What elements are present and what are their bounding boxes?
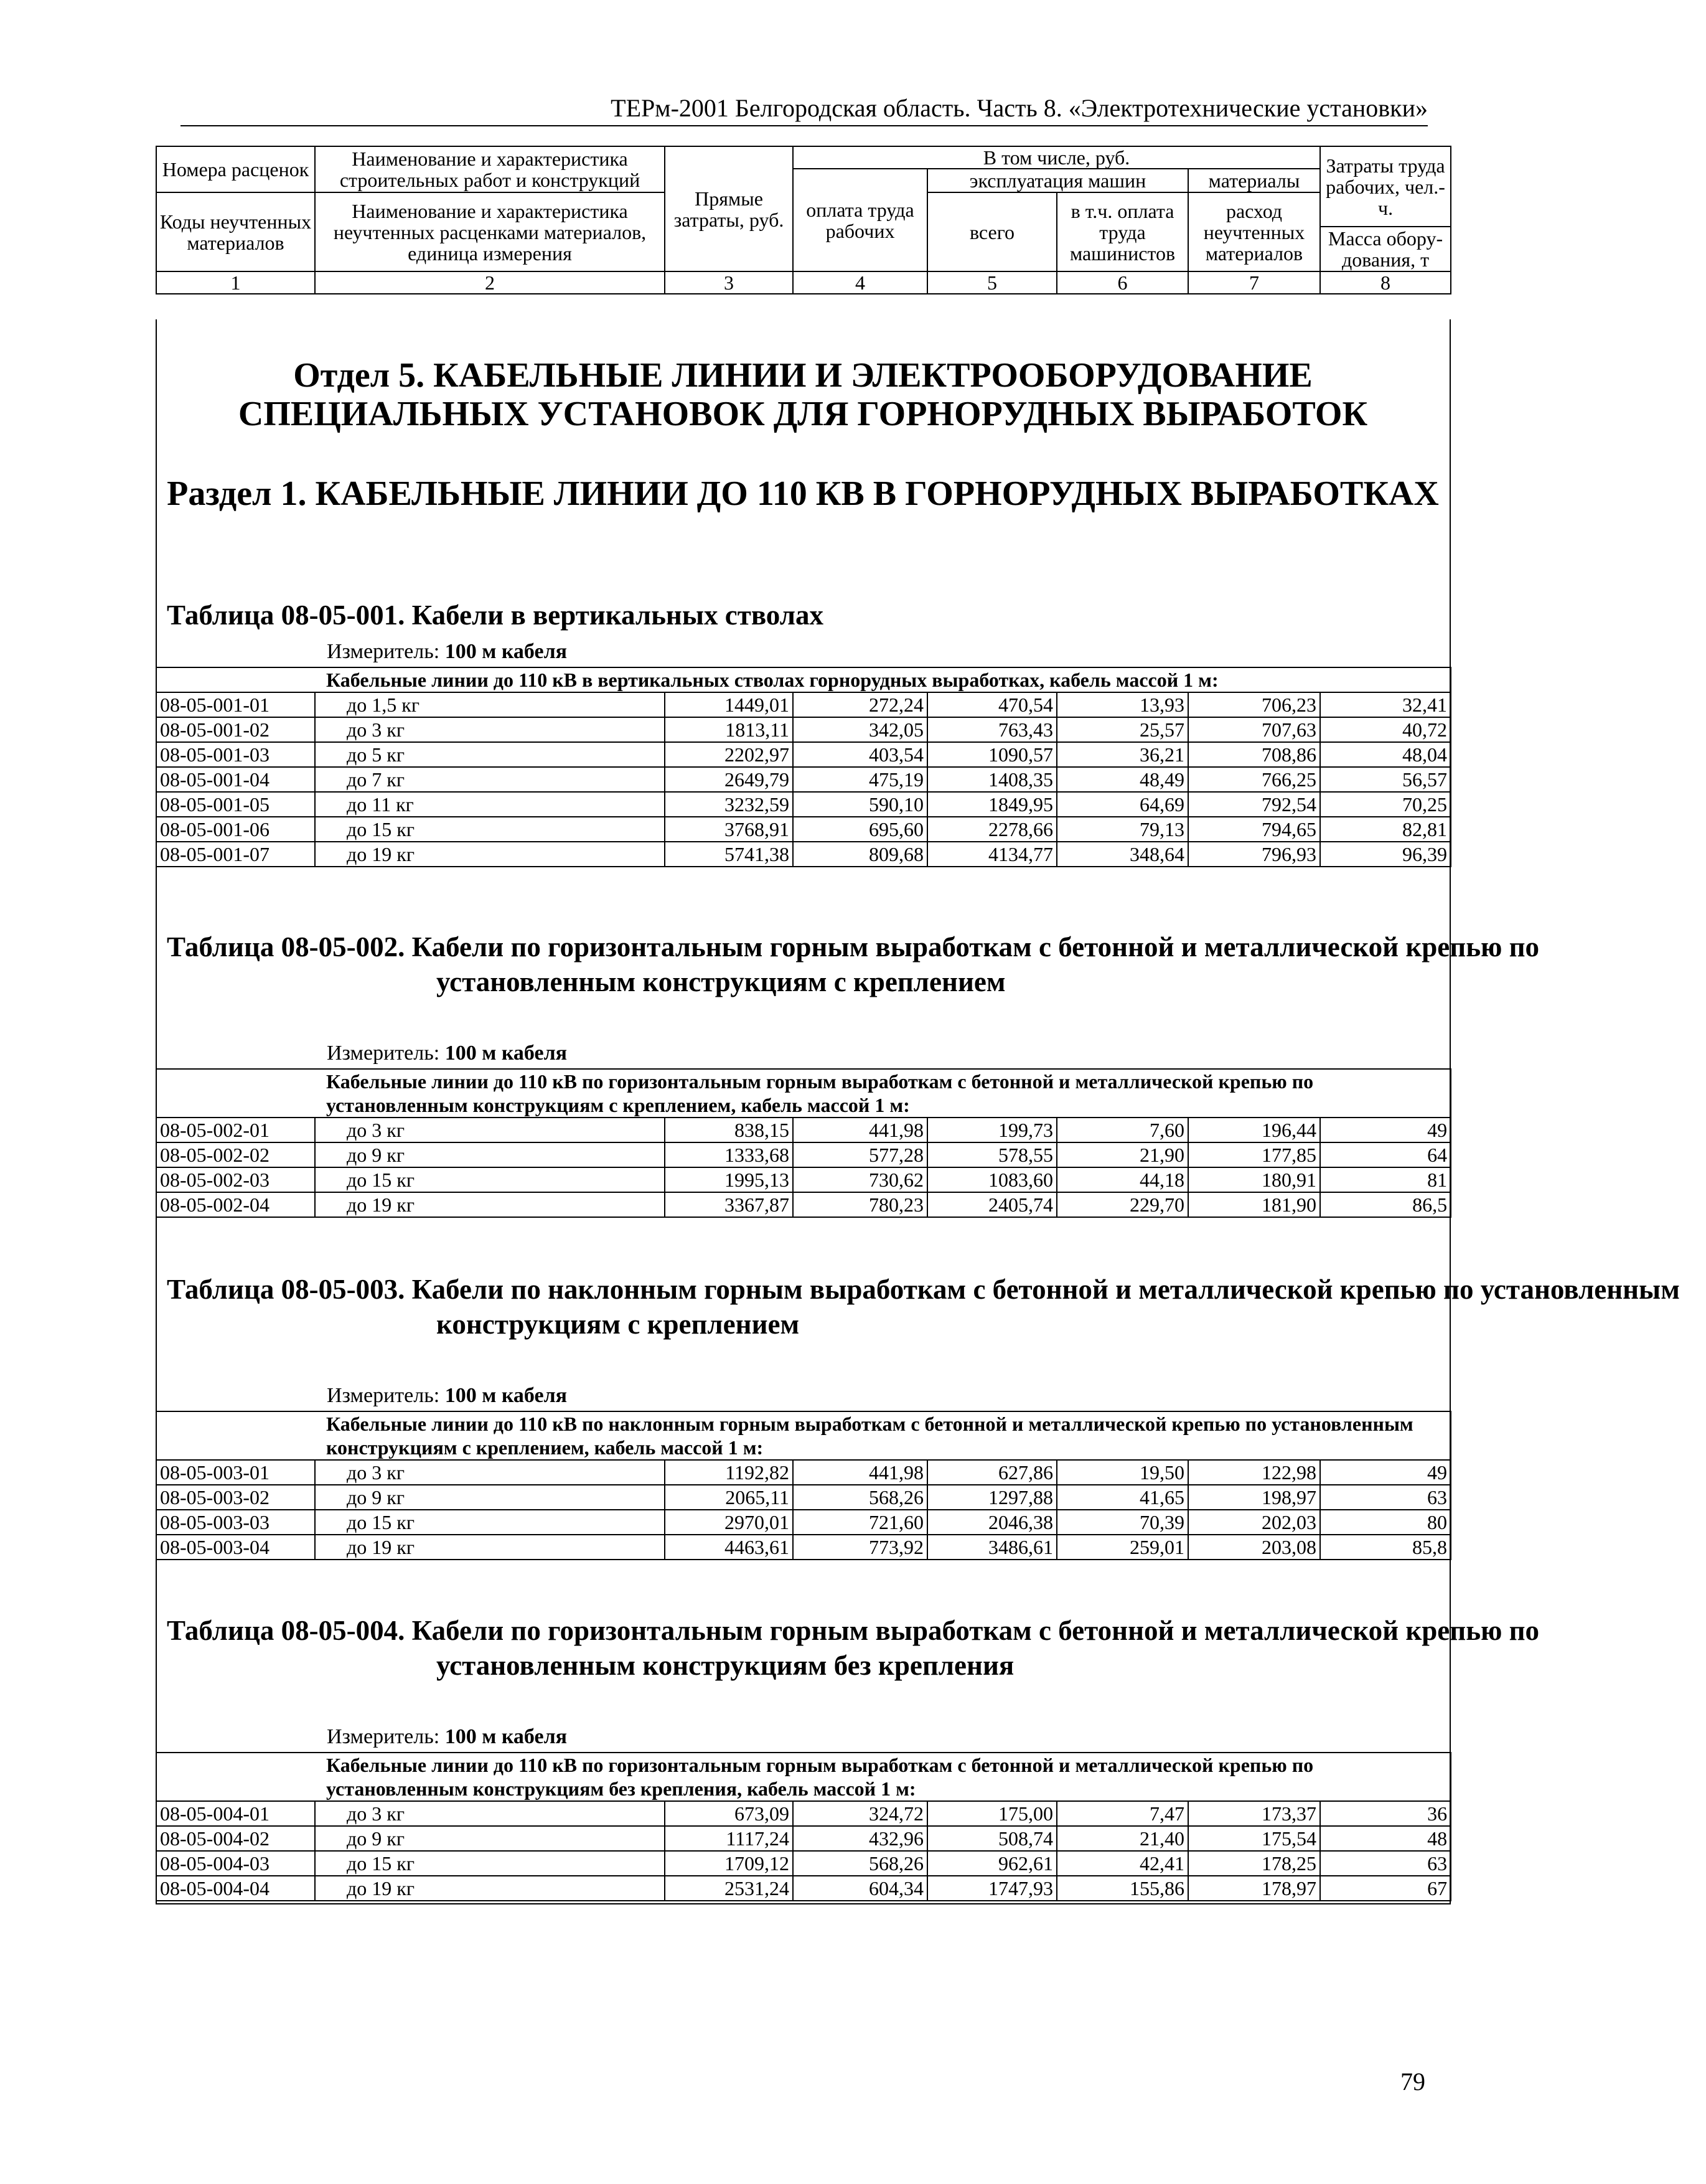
meter-label: Измеритель:: [327, 640, 440, 663]
cost-value: 1117,24: [665, 1826, 793, 1851]
cost-value: 82,81: [1320, 817, 1451, 842]
cost-value: 604,34: [793, 1876, 927, 1901]
cost-value: 2970,01: [665, 1510, 793, 1535]
cost-value: 203,08: [1188, 1535, 1320, 1560]
table-title: [167, 1272, 1706, 1342]
meter-value: 100 м кабеля: [444, 640, 568, 663]
cost-value: 578,55: [927, 1142, 1057, 1167]
cable-mass: до 1,5 кг: [315, 692, 665, 717]
cost-value: 348,64: [1057, 842, 1188, 867]
cost-value: 7,47: [1057, 1801, 1188, 1826]
rate-code: 08-05-003-04: [156, 1535, 315, 1560]
cable-mass: до 15 кг: [315, 817, 665, 842]
cost-value: 2202,97: [665, 742, 793, 767]
cost-value: 627,86: [927, 1460, 1057, 1485]
table-row: [156, 1510, 1451, 1535]
rate-code: 08-05-003-01: [156, 1460, 315, 1485]
rate-code: 08-05-001-02: [156, 717, 315, 742]
cost-value: 19,50: [1057, 1460, 1188, 1485]
cost-value: 25,57: [1057, 717, 1188, 742]
column-number: 8: [1320, 271, 1451, 294]
header-machine-total: всего: [927, 192, 1057, 271]
cost-value: 2405,74: [927, 1192, 1057, 1217]
cost-value: 2649,79: [665, 767, 793, 792]
rates-table: [156, 1411, 1451, 1560]
cost-value: 175,00: [927, 1801, 1057, 1826]
cost-value: 48,04: [1320, 742, 1451, 767]
cost-value: 838,15: [665, 1118, 793, 1142]
cost-value: 766,25: [1188, 767, 1320, 792]
table-row: [156, 1142, 1451, 1167]
cost-value: 81: [1320, 1167, 1451, 1192]
cable-mass: до 15 кг: [315, 1510, 665, 1535]
cost-value: 175,54: [1188, 1826, 1320, 1851]
cost-value: 1408,35: [927, 767, 1057, 792]
cost-value: 36: [1320, 1801, 1451, 1826]
table-number: Таблица 08-05-004.: [167, 1615, 405, 1646]
cable-mass: до 9 кг: [315, 1142, 665, 1167]
cost-value: 48: [1320, 1826, 1451, 1851]
cost-value: 21,40: [1057, 1826, 1188, 1851]
header-material-names: Наименование и характеристика неучтенных расценками материалов, единица измерения: [315, 192, 665, 271]
rate-code: 08-05-002-01: [156, 1118, 315, 1142]
table-meter: [327, 639, 567, 664]
cost-value: 568,26: [793, 1485, 927, 1510]
cost-value: 155,86: [1057, 1876, 1188, 1901]
rate-code: 08-05-004-01: [156, 1801, 315, 1826]
cost-value: 962,61: [927, 1851, 1057, 1876]
rate-code: 08-05-004-03: [156, 1851, 315, 1876]
meter-label: Измеритель:: [327, 1384, 440, 1407]
table-row: [156, 842, 1451, 867]
header-material-codes: Коды неучтенных материалов: [156, 192, 315, 271]
header-unaccounted-materials: расход неучтенных материалов: [1188, 192, 1320, 271]
rate-code: 08-05-003-02: [156, 1485, 315, 1510]
header-machine-operation: эксплуатация машин: [927, 169, 1188, 192]
cost-value: 122,98: [1188, 1460, 1320, 1485]
rate-code: 08-05-001-04: [156, 767, 315, 792]
column-header-table: [156, 146, 1451, 294]
cost-value: 324,72: [793, 1801, 927, 1826]
header-rate-numbers: Номера расценок: [156, 146, 315, 192]
rate-code: 08-05-004-02: [156, 1826, 315, 1851]
cost-value: 773,92: [793, 1535, 927, 1560]
cost-value: 796,93: [1188, 842, 1320, 867]
table-row: [156, 817, 1451, 842]
table-name: Кабели по наклонным горным выработкам с бетонной и металлической крепью по установленным конструкциям с креплением: [411, 1274, 1680, 1340]
cost-value: 1192,82: [665, 1460, 793, 1485]
cost-value: 70,39: [1057, 1510, 1188, 1535]
table-number: Таблица 08-05-002.: [167, 931, 405, 963]
header-rule: [180, 125, 1428, 126]
cost-value: 96,39: [1320, 842, 1451, 867]
cost-value: 707,63: [1188, 717, 1320, 742]
cost-value: 809,68: [793, 842, 927, 867]
cost-value: 79,13: [1057, 817, 1188, 842]
cost-value: 780,23: [793, 1192, 927, 1217]
cost-value: 41,65: [1057, 1485, 1188, 1510]
cost-value: 730,62: [793, 1167, 927, 1192]
table-row: [156, 792, 1451, 817]
meter-value: 100 м кабеля: [444, 1042, 568, 1065]
running-header: ТЕРм-2001 Белгородская область. Часть 8. «Электротехнические установки»: [611, 94, 1428, 122]
meter-label: Измеритель:: [327, 1042, 440, 1065]
cost-value: 13,93: [1057, 692, 1188, 717]
table-row: [156, 1118, 1451, 1142]
cost-value: 202,03: [1188, 1510, 1320, 1535]
table-row: [156, 1851, 1451, 1876]
header-work-name: Наименование и характеристика строительных работ и конструкций: [315, 146, 665, 192]
cost-value: 70,25: [1320, 792, 1451, 817]
cost-value: 2065,11: [665, 1485, 793, 1510]
header-labor-costs: Затраты труда рабочих, чел.-ч.: [1320, 146, 1451, 227]
cost-value: 1747,93: [927, 1876, 1057, 1901]
cost-value: 63: [1320, 1851, 1451, 1876]
cost-value: 56,57: [1320, 767, 1451, 792]
cost-value: 196,44: [1188, 1118, 1320, 1142]
cost-value: 1333,68: [665, 1142, 793, 1167]
header-direct-costs: Прямые затраты, руб.: [665, 146, 793, 271]
table-row: [156, 1485, 1451, 1510]
header-including: В том числе, руб.: [793, 146, 1320, 169]
rate-code: 08-05-001-06: [156, 817, 315, 842]
cost-value: 673,09: [665, 1801, 793, 1826]
cost-value: 178,97: [1188, 1876, 1320, 1901]
cost-value: 1083,60: [927, 1167, 1057, 1192]
cost-value: 63: [1320, 1485, 1451, 1510]
cost-value: 4463,61: [665, 1535, 793, 1560]
rate-code: 08-05-001-05: [156, 792, 315, 817]
table-title: [167, 598, 1437, 633]
cost-value: 44,18: [1057, 1167, 1188, 1192]
cable-mass: до 3 кг: [315, 717, 665, 742]
cost-value: 178,25: [1188, 1851, 1320, 1876]
column-number: 3: [665, 271, 793, 294]
table-number: Таблица 08-05-003.: [167, 1274, 405, 1305]
cost-value: 40,72: [1320, 717, 1451, 742]
cost-value: 475,19: [793, 767, 927, 792]
cost-value: 708,86: [1188, 742, 1320, 767]
cost-value: 67: [1320, 1876, 1451, 1901]
cost-value: 199,73: [927, 1118, 1057, 1142]
cost-value: 403,54: [793, 742, 927, 767]
cost-value: 1090,57: [927, 742, 1057, 767]
cost-value: 2531,24: [665, 1876, 793, 1901]
cost-value: 1709,12: [665, 1851, 793, 1876]
cable-mass: до 9 кг: [315, 1485, 665, 1510]
cost-value: 470,54: [927, 692, 1057, 717]
rates-table: [156, 1068, 1451, 1218]
header-equipment-mass: Масса обору-дования, т: [1320, 227, 1451, 271]
table-row: [156, 767, 1451, 792]
table-name: Кабели по горизонтальным горным выработкам с бетонной и металлической крепью по установленным конструкциям с креплением: [411, 931, 1540, 997]
cost-value: 86,5: [1320, 1192, 1451, 1217]
cost-value: 229,70: [1057, 1192, 1188, 1217]
cost-value: 7,60: [1057, 1118, 1188, 1142]
cost-value: 36,21: [1057, 742, 1188, 767]
column-number: 2: [315, 271, 665, 294]
table-row: [156, 1460, 1451, 1485]
cable-mass: до 11 кг: [315, 792, 665, 817]
rate-code: 08-05-004-04: [156, 1876, 315, 1901]
header-machinist-wages: в т.ч. оплата труда машинистов: [1057, 192, 1188, 271]
table-title: [167, 1613, 1706, 1683]
cost-value: 342,05: [793, 717, 927, 742]
cost-value: 441,98: [793, 1118, 927, 1142]
cost-value: 180,91: [1188, 1167, 1320, 1192]
cost-value: 792,54: [1188, 792, 1320, 817]
cost-value: 1297,88: [927, 1485, 1057, 1510]
cable-mass: до 3 кг: [315, 1801, 665, 1826]
cable-mass: до 7 кг: [315, 767, 665, 792]
table-caption: Кабельные линии до 110 кВ в вертикальных стволах горнорудных выработках, кабель массой 1 м:: [156, 667, 1451, 692]
header-worker-wages: оплата труда рабочих: [793, 169, 927, 271]
meter-label: Измеритель:: [327, 1725, 440, 1748]
cost-value: 4134,77: [927, 842, 1057, 867]
cost-value: 706,23: [1188, 692, 1320, 717]
cable-mass: до 19 кг: [315, 842, 665, 867]
cost-value: 259,01: [1057, 1535, 1188, 1560]
rates-table: [156, 1752, 1451, 1901]
cost-value: 198,97: [1188, 1485, 1320, 1510]
cost-value: 794,65: [1188, 817, 1320, 842]
table-meter: [327, 1041, 567, 1066]
cost-value: 177,85: [1188, 1142, 1320, 1167]
cost-value: 1849,95: [927, 792, 1057, 817]
cost-value: 2278,66: [927, 817, 1057, 842]
cost-value: 590,10: [793, 792, 927, 817]
department-title: Отдел 5. КАБЕЛЬНЫЕ ЛИНИИ И ЭЛЕКТРООБОРУДОВАНИЕ СПЕЦИАЛЬНЫХ УСТАНОВОК ДЛЯ ГОРНОРУДНЫХ ВЫРАБОТОК: [238, 356, 1368, 433]
column-number: 7: [1188, 271, 1320, 294]
cable-mass: до 9 кг: [315, 1826, 665, 1851]
cost-value: 3768,91: [665, 817, 793, 842]
rate-code: 08-05-001-07: [156, 842, 315, 867]
column-number: 6: [1057, 271, 1188, 294]
cost-value: 49: [1320, 1118, 1451, 1142]
table-caption: Кабельные линии до 110 кВ по наклонным горным выработкам с бетонной и металлической крепью по установленным конструкциям с креплением, кабель массой 1 м:: [156, 1411, 1451, 1460]
cost-value: 64,69: [1057, 792, 1188, 817]
table-row: [156, 1801, 1451, 1826]
rate-code: 08-05-002-02: [156, 1142, 315, 1167]
table-number: Таблица 08-05-001.: [167, 600, 405, 631]
table-row: [156, 1876, 1451, 1901]
meter-value: 100 м кабеля: [444, 1384, 568, 1407]
cable-mass: до 19 кг: [315, 1535, 665, 1560]
rate-code: 08-05-003-03: [156, 1510, 315, 1535]
table-row: [156, 742, 1451, 767]
rate-code: 08-05-001-03: [156, 742, 315, 767]
page-number: 79: [1400, 2068, 1425, 2096]
cost-value: 577,28: [793, 1142, 927, 1167]
section-title: Раздел 1. КАБЕЛЬНЫЕ ЛИНИИ ДО 110 КВ В ГОРНОРУДНЫХ ВЫРАБОТКАХ: [167, 474, 1439, 513]
table-meter: [327, 1383, 567, 1408]
column-number: 5: [927, 271, 1057, 294]
cable-mass: до 5 кг: [315, 742, 665, 767]
table-caption: Кабельные линии до 110 кВ по горизонтальным горным выработкам с бетонной и металлической крепью по установленным конструкциям с креплением, кабель массой 1 м:: [156, 1069, 1451, 1118]
cable-mass: до 3 кг: [315, 1118, 665, 1142]
table-row: [156, 1826, 1451, 1851]
cost-value: 1995,13: [665, 1167, 793, 1192]
cost-value: 441,98: [793, 1460, 927, 1485]
cost-value: 3486,61: [927, 1535, 1057, 1560]
column-number: 1: [156, 271, 315, 294]
cost-value: 568,26: [793, 1851, 927, 1876]
rate-code: 08-05-002-03: [156, 1167, 315, 1192]
table-row: [156, 1167, 1451, 1192]
cost-value: 1813,11: [665, 717, 793, 742]
table-row: [156, 1192, 1451, 1217]
cost-value: 42,41: [1057, 1851, 1188, 1876]
table-row: [156, 1535, 1451, 1560]
cost-value: 763,43: [927, 717, 1057, 742]
rate-code: 08-05-002-04: [156, 1192, 315, 1217]
rates-table: [156, 667, 1451, 867]
cost-value: 5741,38: [665, 842, 793, 867]
header-materials: материалы: [1188, 169, 1320, 192]
cost-value: 80: [1320, 1510, 1451, 1535]
table-row: [156, 717, 1451, 742]
cost-value: 48,49: [1057, 767, 1188, 792]
cost-value: 64: [1320, 1142, 1451, 1167]
table-caption: Кабельные линии до 110 кВ по горизонтальным горным выработкам с бетонной и металлической крепью по установленным конструкциям без крепления, кабель массой 1 м:: [156, 1753, 1451, 1801]
cost-value: 173,37: [1188, 1801, 1320, 1826]
cost-value: 272,24: [793, 692, 927, 717]
cable-mass: до 3 кг: [315, 1460, 665, 1485]
cost-value: 695,60: [793, 817, 927, 842]
cost-value: 2046,38: [927, 1510, 1057, 1535]
cost-value: 3367,87: [665, 1192, 793, 1217]
cable-mass: до 19 кг: [315, 1876, 665, 1901]
table-name: Кабели по горизонтальным горным выработкам с бетонной и металлической крепью по установленным конструкциям без крепления: [411, 1615, 1540, 1681]
table-row: [156, 692, 1451, 717]
table-name: Кабели в вертикальных стволах: [411, 600, 823, 631]
cost-value: 508,74: [927, 1826, 1057, 1851]
table-title: [167, 930, 1706, 999]
cost-value: 432,96: [793, 1826, 927, 1851]
cost-value: 49: [1320, 1460, 1451, 1485]
cost-value: 3232,59: [665, 792, 793, 817]
rate-code: 08-05-001-01: [156, 692, 315, 717]
cost-value: 21,90: [1057, 1142, 1188, 1167]
cable-mass: до 15 кг: [315, 1851, 665, 1876]
cost-value: 1449,01: [665, 692, 793, 717]
table-meter: [327, 1725, 567, 1749]
column-number: 4: [793, 271, 927, 294]
cost-value: 32,41: [1320, 692, 1451, 717]
cost-value: 181,90: [1188, 1192, 1320, 1217]
cost-value: 721,60: [793, 1510, 927, 1535]
cable-mass: до 19 кг: [315, 1192, 665, 1217]
meter-value: 100 м кабеля: [444, 1725, 568, 1748]
cable-mass: до 15 кг: [315, 1167, 665, 1192]
cost-value: 85,8: [1320, 1535, 1451, 1560]
